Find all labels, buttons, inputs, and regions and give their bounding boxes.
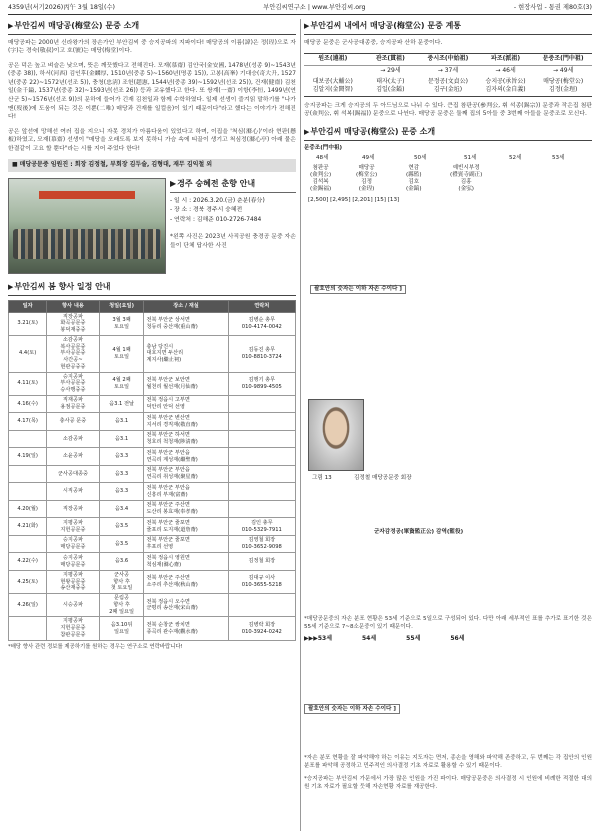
gen-50: 50세 [414, 154, 427, 161]
schedule-cell: 음3.3 [99, 465, 144, 483]
gen-48: 48세 [316, 154, 329, 161]
schedule-body [9, 312, 296, 640]
schedule-cell: 전북 부안군 부안읍 신흥리 부재(富齋) [144, 483, 228, 501]
gen-paragraph-1: 매당공 문중은 군사공대종중, 승지공파 산하 문중이다. [304, 39, 443, 46]
schedule-cell [228, 430, 295, 448]
gen-52: 52세 [509, 154, 522, 161]
schedule-cell: 승지공파 매당공문중 [47, 553, 99, 571]
schedule-cell: 김대규 이사 010-3655-5218 [228, 570, 295, 593]
schedule-cell: 전북 부안군 주산면 소주리 추산재(秋山齋) [144, 570, 228, 593]
lineage-table [304, 53, 592, 97]
banner-shape [39, 191, 135, 199]
right-column [304, 19, 592, 796]
schedule-cell [228, 483, 295, 501]
schedule-cell: 전북 부안군 주산면 도산리 봉효재(奉孝齋) [144, 500, 228, 518]
schedule-cell: 김병락 회장 010-3924-0242 [228, 617, 295, 640]
sub-branch-title: 군자감정공(軍資監正公) 감역(監役) [374, 528, 464, 535]
lineage-cell: 파조(派祖) [477, 54, 535, 66]
schedule-cell: 음3.10뒤 일요일 [99, 617, 144, 640]
count-note-1: 괄호안의 숫자는 이하 자손 수이다 ] [310, 285, 406, 294]
crowd-shape [13, 229, 161, 259]
event-date: - 일 시 : 2026.3.20.(금) 춘분(春分) [170, 197, 265, 204]
schedule-cell [9, 617, 47, 640]
schedule-cell: 소감공파 [47, 430, 99, 448]
schedule-cell: 지평공파 지헌공문중 참판공문중 [47, 617, 99, 640]
chairman-portrait [308, 399, 364, 471]
lineage-cell: 중시조(中始祖) [419, 54, 477, 66]
col-contact: 연락처 [228, 300, 295, 312]
schedule-cell: 전북 부안군 보안면 월천리 월선재(月仙齋) [144, 372, 228, 395]
tree-title: ▶ 부안김씨 매당공(梅堂公) 문중 소개 [304, 125, 592, 141]
lineage-cell: → 49세 [553, 66, 574, 74]
lineage-cell: 원조(遠祖) [304, 54, 362, 66]
schedule-cell: 김동진 총무 010-8810-3724 [228, 335, 295, 372]
schedule-cell: 음3.3 [99, 448, 144, 466]
col-content: 향사 내용 [47, 300, 99, 312]
schedule-cell: 김영철 회장 010-3652-9098 [228, 535, 295, 553]
lineage-cell: 대보공(大輔公) 김알지(金閼智) [312, 77, 353, 94]
schedule-cell: 음3.1 [99, 413, 144, 431]
schedule-cell: 4.16(수) [9, 395, 47, 413]
schedule-cell: 전북 부안군 하서면 청호리 척청재(陟淸齋) [144, 430, 228, 448]
schedule-cell: 4월 1째 토요일 [99, 335, 144, 372]
schedule-cell: 전북 부안군 부안읍 연곡리 취성재(聚星齋) [144, 465, 228, 483]
schedule-row [9, 335, 296, 372]
bottom-gen-row [304, 635, 592, 644]
intro-paragraph-1: 매당공파는 2000년 신라왕가의 장손가인 부안김씨 중 승지공파의 지파이다! 매당공의 이름(諱)은 정(珵)으로 자(字)는 경숙(敬叔)이고 호(號)는 매당(梅堂)이다. [8, 39, 296, 55]
gen-paragraph-2: 승지공파는 크게 승지공의 두 아드님으로 나뉘 수 있다. 큰집 참판공(參判公, 휘 석종(錫宗)) 문중과 작은집 첨판공(僉判公, 휘 석복(錫福)) 문중으로 나뉜다. 매당공 문중은 둘째 집의 5아들 중 3번째 아들을 문중조로 모신다. [304, 102, 592, 118]
schedule-cell: 전북 정읍시 고부면 덕안리 안덕 선영 [144, 395, 228, 413]
schedule-cell: 김병순 총무 010-4174-0042 [228, 312, 295, 335]
bgen-54: 54세 [362, 634, 377, 642]
notes-1: *자손 분포 현황을 잘 파악해야 하는 이유는 지도자는 면저, 종손을 영해와 파악해 존중하고, 두 번째는 각 집안의 인원 분포를 파악해 공정하고 민주적인 의사결정 기초 자료로 활용할 수 있기 때문이다. [304, 754, 592, 769]
schedule-cell: 소감공파 복사공문중 부사공문중 사간공~ 현관공중중 [47, 335, 99, 372]
intro-title: ▶ 부안김씨 매당공(梅堂公) 문중 소개 [8, 19, 296, 35]
event-block [8, 178, 296, 274]
schedule-cell: 군사공 향사 후 첫 토요일 [99, 570, 144, 593]
issue-date: 4359년(서기2026)丙午 3월 18일(수) [8, 4, 115, 12]
schedule-cell: 지평공파 지헌공문중 [47, 518, 99, 536]
schedule-row [9, 372, 296, 395]
family-tree [304, 145, 592, 615]
schedule-row [9, 413, 296, 431]
col-place: 장소 / 재실 [144, 300, 228, 312]
intro-paragraph-3: 공은 앞선에 망해선 여러 집을 지으니 자못 경치가 아름다움이 있었다고 하며, 이집을 '척심(滌心)'이라 현판(懸板)하였고, 모재(慕齋) 선생이 "매당을 오래도록 보지 못하니 가슴 속에 티끌이 생기고 척심정(滌心亭) 아래 물은 한결같이 고요 할 뿐다"라는 시를 지어 주었다 한다! [8, 128, 296, 152]
tree-header: 문중조(門中祖) [304, 144, 343, 151]
bgen-53: ▶▶▶53세 [304, 634, 332, 642]
left-column [8, 19, 296, 651]
schedule-cell: 직재공파 용점공문중 [47, 395, 99, 413]
schedule-cell: 음3.5 [99, 518, 144, 536]
schedule-cell [228, 594, 295, 617]
schedule-cell [9, 465, 47, 483]
schedule-cell: 4.17(목) [9, 413, 47, 431]
schedule-cell: 음3.1 [99, 430, 144, 448]
schedule-title: ▶ 부안김씨 봄 향사 일정 안내 [8, 280, 296, 296]
schedule-cell: 4.22(수) [9, 553, 47, 571]
schedule-row [9, 570, 296, 593]
schedule-cell: 직장공파 [47, 500, 99, 518]
schedule-cell: 소윤공파 [47, 448, 99, 466]
root-person-1: 첨판공 (僉判公) 김석복 (金錫福) [310, 164, 332, 193]
event-place: - 장 소 : 경북 경주시 숭혜전 [170, 207, 243, 214]
schedule-row [9, 518, 296, 536]
event-note: *왼쪽 사진은 2023년 사직공원 충경공 문중 자손들이 단체 답사한 사진 [170, 234, 296, 249]
schedule-cell: 4.21(화) [9, 518, 47, 536]
schedule-cell: 승지공파 부사공문중 승사맹중중 [47, 372, 99, 395]
root-counts: [2,500] [2,495] [2,201] [15] [13] [308, 196, 400, 203]
schedule-cell [9, 430, 47, 448]
bgen-55: 55세 [406, 634, 421, 642]
schedule-cell: 음3.3 [99, 483, 144, 501]
schedule-table [8, 300, 296, 641]
schedule-cell: 시직공파 [47, 483, 99, 501]
count-note-2: 괄호안의 숫자는 이하 자손 수이다 ] [304, 704, 400, 714]
schedule-cell: 4.4(토) [9, 335, 47, 372]
schedule-cell [228, 395, 295, 413]
schedule-row [9, 448, 296, 466]
event-info [170, 178, 296, 274]
lineage-cell: → 29세 [380, 66, 401, 74]
schedule-cell: 3월 3째 토요일 [99, 312, 144, 335]
schedule-cell: 음3.4 [99, 500, 144, 518]
section-label: - 현장사업 - 통권 제80호(3) [513, 4, 592, 12]
schedule-cell: 음3.5 [99, 535, 144, 553]
gen-49: 49세 [362, 154, 375, 161]
root-person-4: 예빈시부정 (禮賓寺副正) 김홍 (金宖) [450, 164, 483, 193]
lineage-cell [304, 66, 362, 77]
schedule-cell [228, 413, 295, 431]
officers-bar: ■ 매당공문중 임원진 : 회장 김정철, 부회장 김두술, 김형대, 재무 김익철 외 [8, 159, 296, 172]
lineage-cell: 승지공(承旨公) 김자의(金自義) [485, 77, 526, 94]
schedule-cell: 전북 부안군 줄포면 줄포리 도지재(道詹齋) [144, 518, 228, 536]
schedule-cell: 승지공파 매당공문중 [47, 535, 99, 553]
schedule-cell: 전북 정읍시 오수면 군평리 송산재(宋山齋) [144, 594, 228, 617]
schedule-cell: 문림공 향사 후 2째 일요일 [99, 594, 144, 617]
lineage-cell: 매당공(梅堂公) 김정(金珵) [543, 77, 584, 94]
schedule-cell [9, 535, 47, 553]
group-photo [8, 178, 166, 274]
schedule-cell: 김인 총무 010-5329-7911 [228, 518, 295, 536]
distribution-note: *매당공문중의 자손 분포 현황은 53세 기준으로 5일으로 구성되어 있다. 다만 아래 세부적인 표를 추가로 표기한 것은 55세 기준으로 7~8소문중이 있기 때문이다. [304, 615, 592, 630]
root-person-2: 매당공 (梅堂公) 김정 (金珵) [356, 164, 378, 193]
schedule-cell: 충사공 문중 [47, 413, 99, 431]
schedule-cell: 군사공대종중 [47, 465, 99, 483]
schedule-cell: 3.21(토) [9, 312, 47, 335]
schedule-cell [228, 448, 295, 466]
schedule-row [9, 312, 296, 335]
schedule-cell: 4.19(일) [9, 448, 47, 466]
schedule-cell: 전북 정읍시 영원면 척심재(滌心齋) [144, 553, 228, 571]
root-person-3: 현감 (縣監) 김호 (金鎬) [406, 164, 422, 193]
schedule-cell: 전북 부안군 부안읍 연곡리 계성재(繼聖齋) [144, 448, 228, 466]
gen-53: 53세 [552, 154, 565, 161]
col-day: 청일(요일) [99, 300, 144, 312]
lineage-cell: → 37세 [437, 66, 459, 74]
event-contact: - 연락처 : 김해준 010-2726-7484 [170, 216, 262, 223]
portrait-label: 김정철 매당공문중 회장 [354, 474, 412, 481]
schedule-row [9, 535, 296, 553]
schedule-cell: 전북 부안군 변산면 지서리 경직재(敬直齋) [144, 413, 228, 431]
gen-51: 51세 [464, 154, 477, 161]
lineage-cell: 태자(太子) 김일(金鎰) [376, 77, 405, 94]
schedule-cell: 4.11(토) [9, 372, 47, 395]
schedule-row [9, 430, 296, 448]
schedule-row [9, 553, 296, 571]
schedule-row [9, 465, 296, 483]
col-date: 일자 [9, 300, 47, 312]
intro-paragraph-2: 공은 덕은 높고 벼슬은 낮으며, 뜻은 깨끗했다고 전해진다. 모재(慕齋) 김안국(金安國, 1478년(성종 9)~1543년(중종 38)), 하서(河西) 김인후(金麟厚, 1510년(중종 5)~1560년(명종 15)), 고봉(高峯) 기대승(奇大升, 1527년(중종 22)~1572년(선조 5)), 충청(忠淸) 조헌(趙憲, 1544년(중종 39)~1592년(선조 25)), 건재(健齋) 김천일(金千鎰, 1537년(중종 32)~1593년(선조 26)) 등과 교유했다고 한다. 또 쌍계(一齋) 이항(李恒, 1499년(연산군 5)~1576년(선조 9))의 문하에 들어가 긴재 김천일과 함께 수학하였다. 일제 선생이 즐겨읽 말하기를 "나가 맨(歿後)에 도움이 되는 것은 이뿐(二唯) 매당과 건재를 일컬음)이 있기 때문이다"라고 했다는 이야기가 전해진다! [8, 62, 296, 121]
lineage-cell: 문정공(文貞公) 김구(金坵) [427, 77, 469, 94]
lineage-cell: 관조(貫祖) [362, 54, 420, 66]
schedule-cell: 직장공파 화곡공문중 봉덕재중중 [47, 312, 99, 335]
schedule-cell: 지평공파 현왕공문중 송산재중중 [47, 570, 99, 593]
schedule-cell: 시승공파 [47, 594, 99, 617]
schedule-row [9, 500, 296, 518]
lineage-cell: 문중조(門中祖) [534, 54, 592, 66]
schedule-cell: 4월 2째 토요일 [99, 372, 144, 395]
org-name[interactable]: 부안김씨연구소 | www.부안김씨.org [263, 4, 366, 12]
gen-title: ▶ 부안김씨 내에서 매당공(梅堂公) 문중 계통 [304, 19, 592, 35]
portrait-caption: 그림 13 [312, 474, 332, 481]
schedule-cell: 김정철 회장 [228, 553, 295, 571]
schedule-row [9, 483, 296, 501]
schedule-cell [228, 465, 295, 483]
schedule-cell: 음3.6 [99, 553, 144, 571]
schedule-cell: 4.26(일) [9, 594, 47, 617]
schedule-cell: 음3.1 전날 [99, 395, 144, 413]
column-divider [300, 19, 301, 831]
lineage-cell: → 46세 [495, 66, 516, 74]
schedule-cell: 전북 부안군 줄포면 후포리 선영 [144, 535, 228, 553]
schedule-cell: 전북 부안군 상서면 청등리 중산재(重山齋) [144, 312, 228, 335]
event-title: ▶ 경주 숭혜전 춘향 안내 [170, 178, 296, 193]
schedule-cell [9, 483, 47, 501]
schedule-footnote: *배당 향사 관련 정보를 제공하기를 원하는 경우는 연구소로 연락바랍니다! [8, 643, 183, 650]
schedule-cell [228, 500, 295, 518]
schedule-cell: 충남 당진시 대호지면 두산리 계지사(繼止祠) [144, 335, 228, 372]
schedule-row [9, 395, 296, 413]
schedule-cell: 김행기 총무 010-9899-4505 [228, 372, 295, 395]
schedule-cell: 4.25(토) [9, 570, 47, 593]
schedule-cell: 4.20(월) [9, 500, 47, 518]
page-header [8, 2, 592, 15]
notes-2: *승지공파는 부안김씨 가문에서 가장 많은 인원을 가진 파이다. 매당공문중은 의사결정 시 인원에 비례한 적절한 대의원 기초 자료가 필요할 듯해 자손현황 자료를 재공한다. [304, 775, 592, 790]
schedule-row [9, 617, 296, 640]
schedule-row [9, 594, 296, 617]
bgen-56: 56세 [450, 634, 465, 642]
schedule-cell: 전북 순창군 쌍치면 종곡리 관수재(觀水齋) [144, 617, 228, 640]
